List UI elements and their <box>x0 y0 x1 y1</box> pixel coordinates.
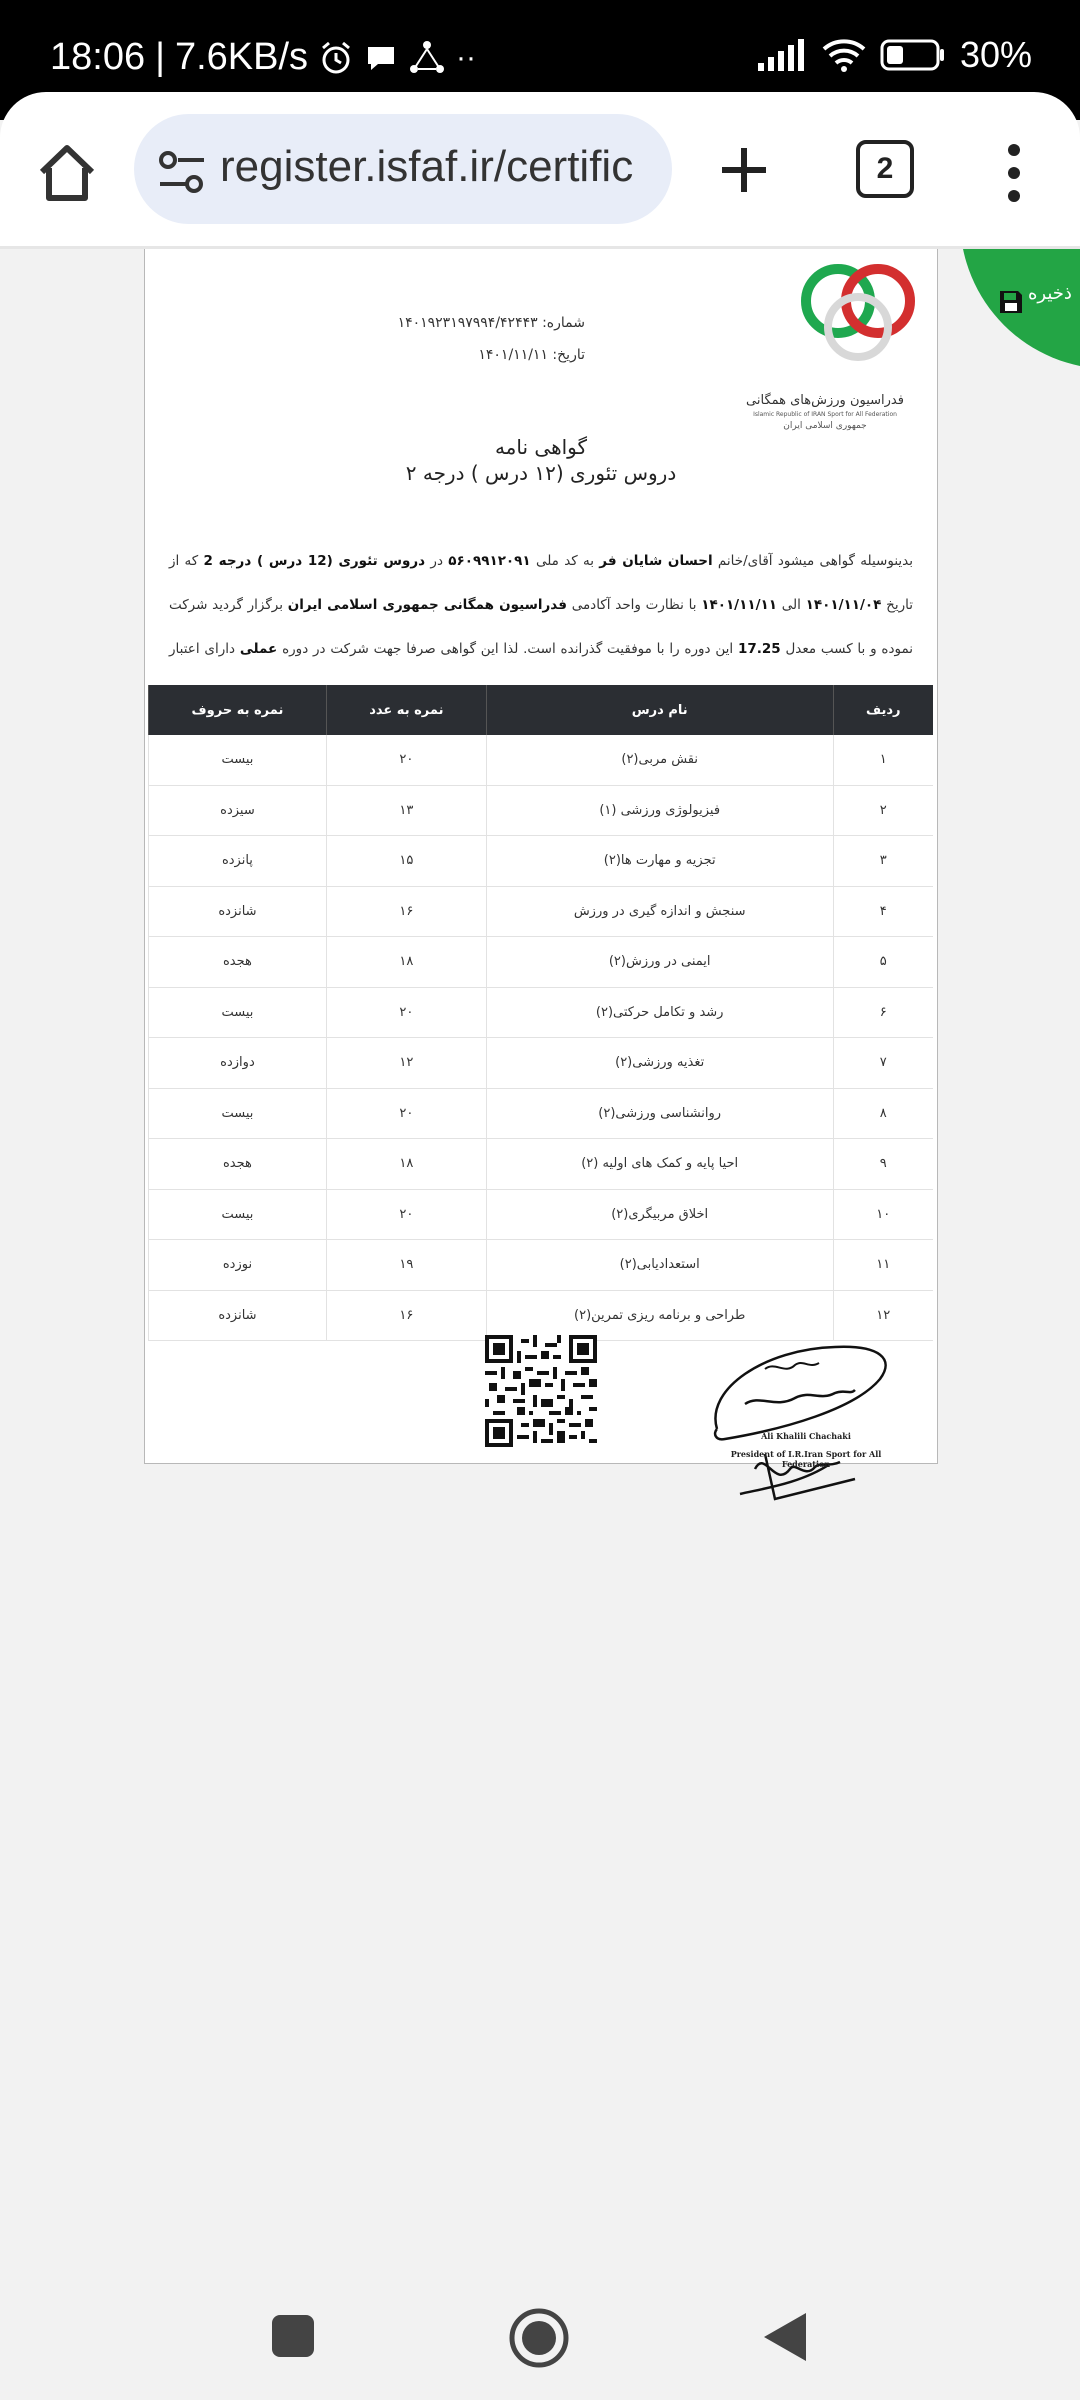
grade-number: ۲۰ <box>326 735 486 785</box>
grade-number: ۱۳ <box>326 785 486 836</box>
grade-number: ۱۵ <box>326 836 486 887</box>
average-grade: 17.25 <box>737 641 781 657</box>
certificate-number <box>345 315 585 331</box>
row-index: ۳ <box>833 836 933 887</box>
column-header: نمره به حروف <box>149 685 327 735</box>
national-id: ۵۶۰۹۹۱۲۰۹۱ <box>448 553 531 569</box>
grade-number: ۲۰ <box>326 1088 486 1139</box>
body-text: دارای اعتبار <box>169 641 235 657</box>
signer-title: President of I.R.Iran Sport for All Federation <box>730 1449 882 1469</box>
table-row <box>149 1240 934 1291</box>
grades-table <box>148 685 933 1341</box>
url-text[interactable]: register.isfaf.ir/certific <box>220 142 634 191</box>
grade-words: پانزده <box>149 836 327 887</box>
course-title: ایمنی در ورزش(۲) <box>486 937 833 988</box>
logo-caption-country: جمهوری اسلامی ایران <box>783 421 867 431</box>
back-icon[interactable] <box>762 2311 808 2363</box>
federation-name: فدراسیون همگانی جمهوری اسلامی ایران <box>287 597 567 613</box>
body-text: که از تاریخ <box>169 553 914 613</box>
certificate-document <box>144 249 938 1469</box>
grade-words: نوزده <box>149 1240 327 1291</box>
certificate-date <box>345 347 585 363</box>
address-bar[interactable] <box>134 114 672 224</box>
course-title: استعدادیابی(۲) <box>486 1240 833 1291</box>
network-speed: 7.6KB/s <box>174 36 309 78</box>
date-label: تاریخ: <box>552 347 585 363</box>
course-title: رشد و تکامل حرکتی(۲) <box>486 987 833 1038</box>
row-index: ۱ <box>833 735 933 785</box>
course-title: روانشناسی ورزشی(۲) <box>486 1088 833 1139</box>
table-row <box>149 1189 934 1240</box>
signal-icon <box>758 39 808 71</box>
grade-words: هجده <box>149 937 327 988</box>
status-left <box>50 36 476 79</box>
logo-caption-fa: فدراسیون ورزش‌های همگانی <box>746 393 904 408</box>
row-index: ۴ <box>833 886 933 937</box>
table-row <box>149 987 934 1038</box>
row-index: ۸ <box>833 1088 933 1139</box>
home-nav-icon[interactable] <box>508 2307 570 2369</box>
end-date: ۱۴۰۱/۱۱/۱۱ <box>701 597 777 613</box>
table-row <box>149 886 934 937</box>
course-title: اخلاق مربیگری(۲) <box>486 1189 833 1240</box>
qr-code <box>485 1335 597 1447</box>
number-label: شماره: <box>542 315 585 331</box>
course-title: تجزیه و مهارت ها(۲) <box>486 836 833 887</box>
body-text: با نظارت واحد آکادمی <box>571 597 697 613</box>
signature-stamp <box>705 1329 905 1519</box>
grade-words: دوازده <box>149 1038 327 1089</box>
grade-words: بیست <box>149 1189 327 1240</box>
date-value: ۱۴۰۱/۱۱/۱۱ <box>478 347 548 363</box>
body-text: برگزار گردید شرکت نموده و با کسب معدل <box>169 597 914 657</box>
grade-words: شانزده <box>149 886 327 937</box>
grade-number: ۱۹ <box>326 1240 486 1291</box>
column-header: ردیف <box>833 685 933 735</box>
separator: | <box>155 36 165 78</box>
table-row <box>149 1088 934 1139</box>
federation-logo <box>793 259 923 369</box>
course-title: احیا پایه و کمک های اولیه (۲) <box>486 1139 833 1190</box>
course-title: نقش مربی(۲) <box>486 735 833 785</box>
chat-bubble-icon <box>364 41 398 75</box>
recents-icon[interactable] <box>270 2313 316 2359</box>
system-navigation-bar <box>0 2299 1080 2400</box>
row-index: ۲ <box>833 785 933 836</box>
home-icon[interactable] <box>32 138 102 208</box>
battery-level: 30% <box>959 34 1032 75</box>
table-row <box>149 836 934 887</box>
wifi-icon <box>822 37 866 73</box>
number-value: ۱۴۰۱۹۲۳۱۹۷۹۹۴/۴۲۴۴۳ <box>397 315 538 331</box>
signer-name: Ali Khalili Chachaki <box>761 1431 851 1441</box>
body-text: به کد ملی <box>535 553 594 569</box>
save-button-label[interactable]: ذخیره <box>1028 283 1072 304</box>
row-index: ۹ <box>833 1139 933 1190</box>
holder-name: احسان شایان فر <box>599 553 713 569</box>
grade-number: ۱۸ <box>326 1139 486 1190</box>
table-header-row <box>149 685 934 735</box>
body-text: این دوره را با موفقیت گذرانده است. لذا این گواهی صرفا جهت شرکت در دوره <box>282 641 734 657</box>
more-dots-icon: ·· <box>456 40 477 74</box>
new-tab-icon[interactable] <box>716 134 772 206</box>
grade-words: سیزده <box>149 785 327 836</box>
tab-switcher-button[interactable]: 2 <box>856 140 914 198</box>
table-row <box>149 937 934 988</box>
column-header: نمره به عدد <box>326 685 486 735</box>
course-title: سنجش و اندازه گیری در ورزش <box>486 886 833 937</box>
grade-number: ۱۶ <box>326 886 486 937</box>
battery-icon <box>880 38 946 72</box>
grade-words: شانزده <box>149 1290 327 1341</box>
grade-words: هجده <box>149 1139 327 1190</box>
site-settings-icon[interactable] <box>154 144 210 200</box>
logo-caption-en: Islamic Republic of IRAN Sport for All Federation <box>753 411 897 418</box>
body-text: الی <box>781 597 801 613</box>
row-index: ۷ <box>833 1038 933 1089</box>
share-icon <box>408 39 446 77</box>
course-title: طراحی و برنامه ریزی تمرین(۲) <box>486 1290 833 1341</box>
alarm-icon <box>318 40 354 76</box>
table-row <box>149 1038 934 1089</box>
grade-words: بیست <box>149 987 327 1038</box>
clock: 18:06 <box>50 36 146 78</box>
certificate-title: گواهی نامه <box>494 435 588 459</box>
floppy-disk-icon[interactable] <box>998 289 1024 315</box>
grade-words: بیست <box>149 1088 327 1139</box>
body-text: بدینوسیله گواهی میشود آقای/خانم <box>717 553 914 569</box>
row-index: ۱۰ <box>833 1189 933 1240</box>
grade-number: ۲۰ <box>326 987 486 1038</box>
grade-number: ۱۶ <box>326 1290 486 1341</box>
table-row <box>149 1139 934 1190</box>
grade-number: ۱۸ <box>326 937 486 988</box>
body-text: در <box>430 553 443 569</box>
start-date: ۱۴۰۱/۱۱/۰۴ <box>805 597 882 613</box>
row-index: ۶ <box>833 987 933 1038</box>
certificate-subtitle: دروس تئوری (۱۲ درس ) درجه ۲ <box>405 461 677 485</box>
overflow-menu-icon[interactable] <box>994 142 1034 204</box>
grade-number: ۲۰ <box>326 1189 486 1240</box>
table-row <box>149 735 934 785</box>
row-index: ۱۱ <box>833 1240 933 1291</box>
course-title: فیزیولوژی ورزشی (۱) <box>486 785 833 836</box>
grade-words: بیست <box>149 735 327 785</box>
web-viewport <box>0 249 1080 2299</box>
row-index: ۵ <box>833 937 933 988</box>
practical-label: عملی <box>239 641 278 657</box>
browser-toolbar <box>0 92 1080 248</box>
table-row <box>149 785 934 836</box>
status-right <box>758 34 1032 76</box>
grade-number: ۱۲ <box>326 1038 486 1089</box>
course-name: دروس تئوری (12 درس ) درجه 2 <box>203 553 426 569</box>
row-index: ۱۲ <box>833 1290 933 1341</box>
course-title: تغذیه ورزشی(۲) <box>486 1038 833 1089</box>
column-header: نام درس <box>486 685 833 735</box>
